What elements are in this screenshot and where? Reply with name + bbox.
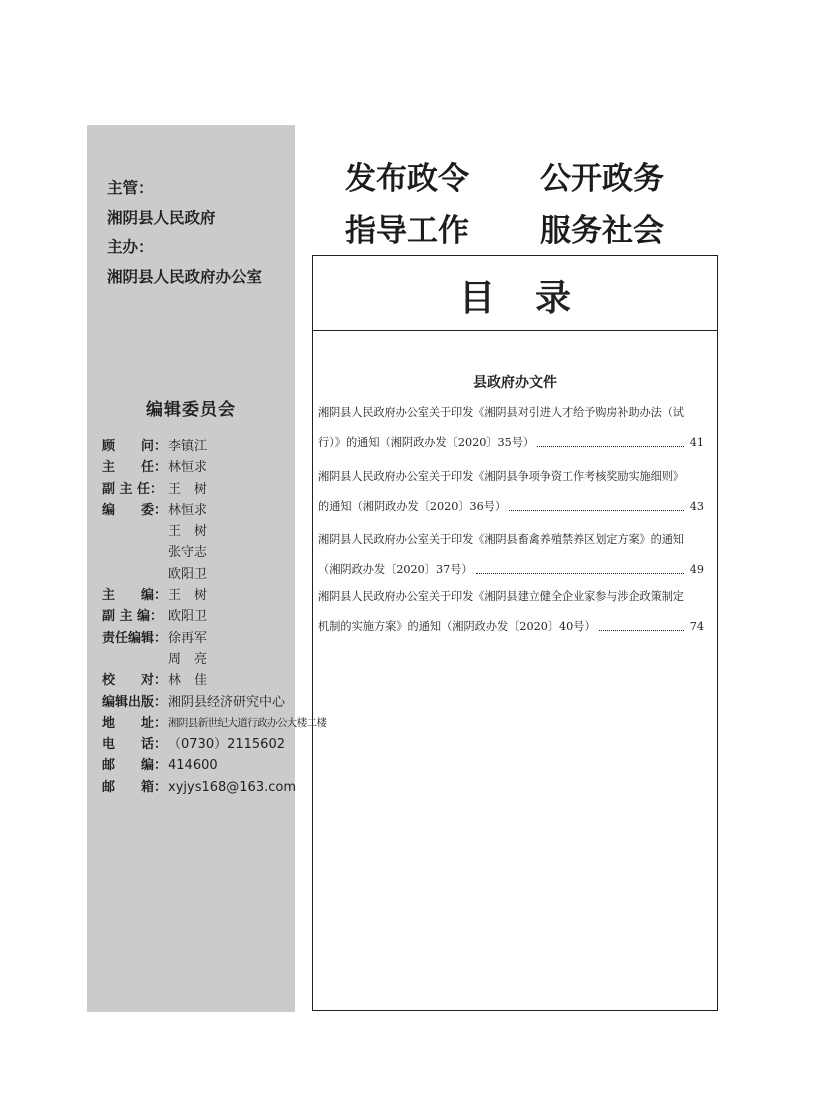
organizer-name: 湘阴县人民政府办公室 xyxy=(107,266,263,286)
board-row-label: 主 任： xyxy=(102,460,168,476)
slogan-text: 指导工作 xyxy=(345,213,469,249)
supervisor-label: 主管： xyxy=(107,178,154,197)
toc-entry-tail: （湘阴政办发〔2020〕37号） xyxy=(318,563,473,576)
board-row xyxy=(102,564,292,585)
toc-section-title: 县政府办文件 xyxy=(473,375,557,391)
editorial-board-list xyxy=(102,436,327,798)
board-row-value: 周 亮 xyxy=(168,651,208,667)
board-row-value: 欧阳卫 xyxy=(168,609,208,625)
board-row-value: xyjys168@163.com xyxy=(168,779,296,795)
toc-page-number: 49 xyxy=(689,563,704,576)
board-row-value: 李镇江 xyxy=(168,439,208,454)
toc-entry-line xyxy=(318,492,712,522)
board-row-label: 电 话： xyxy=(102,737,168,753)
board-row xyxy=(102,734,292,755)
board-row-value: 欧阳卫 xyxy=(168,566,208,582)
slogan-text: 公开政务 xyxy=(540,161,664,197)
board-row-value: （0730）2115602 xyxy=(168,737,285,753)
dot-leader xyxy=(537,446,684,447)
board-row xyxy=(102,692,292,713)
toc-entry-line: 湘阴县人民政府办公室关于印发《湘阴县畜禽养殖禁养区划定方案》的通知 xyxy=(318,533,684,546)
board-row xyxy=(102,713,327,734)
toc-entry-tail: 行）》的通知（湘阴政办发〔2020〕35号） xyxy=(318,436,535,449)
toc-entry-line xyxy=(318,428,712,458)
toc-page-number: 41 xyxy=(689,436,704,449)
toc-entry-line: 湘阴县人民政府办公室关于印发《湘阴县建立健全企业家参与涉企政策制定 xyxy=(318,590,684,603)
board-row xyxy=(102,585,292,606)
toc-entry-tail: 机制的实施方案》的通知（湘阴政办发〔2020〕40号） xyxy=(318,620,596,633)
toc-body-box xyxy=(312,330,718,1011)
board-row-label: 编辑出版： xyxy=(102,694,168,710)
board-row-value: 林恒求 xyxy=(168,460,208,476)
organizer-label: 主办： xyxy=(107,237,154,256)
board-row-label: 主 编： xyxy=(102,588,168,604)
board-row xyxy=(102,457,292,478)
board-row-value: 王 树 xyxy=(168,588,208,604)
board-row-value: 湘阴县新世纪大道行政办公大楼二楼 xyxy=(168,716,327,729)
board-row-label: 副 主 任： xyxy=(102,481,164,497)
supervisor-name: 湘阴县人民政府 xyxy=(107,207,216,227)
dot-leader xyxy=(476,573,684,574)
dot-leader xyxy=(509,510,684,511)
toc-page-number: 43 xyxy=(689,500,704,513)
board-row xyxy=(102,606,292,627)
slogan-text: 服务社会 xyxy=(540,213,664,249)
board-row-label: 地 址： xyxy=(102,715,168,731)
sponsor-block xyxy=(107,173,292,291)
board-row xyxy=(102,649,292,670)
board-row-value: 林恒求 xyxy=(168,502,208,518)
board-row-value: 张守志 xyxy=(168,545,208,561)
board-row xyxy=(102,521,292,542)
board-row xyxy=(102,436,292,457)
board-row-value: 徐再军 xyxy=(168,630,208,646)
toc-title: 目录 xyxy=(458,277,611,319)
board-row-value: 王 树 xyxy=(168,481,208,497)
board-row-label: 编 委： xyxy=(102,502,168,518)
sidebar-panel xyxy=(87,125,327,1012)
toc-entry[interactable] xyxy=(318,398,712,458)
board-row-label: 邮 箱： xyxy=(102,779,168,795)
slogan-row-1 xyxy=(345,153,705,197)
toc-header-box xyxy=(312,255,718,331)
editorial-board-title: 编辑委员会 xyxy=(146,400,236,420)
toc-entry-line: 湘阴县人民政府办公室关于印发《湘阴县争项争资工作考核奖励实施细则》 xyxy=(318,470,684,483)
board-row xyxy=(102,628,292,649)
board-row xyxy=(102,755,292,776)
slogan-text: 发布政令 xyxy=(345,161,469,197)
board-row-label: 顾 问： xyxy=(102,439,168,454)
board-row xyxy=(102,500,292,521)
board-row-value: 王 树 xyxy=(168,524,208,540)
toc-entry-tail: 的通知（湘阴政办发〔2020〕36号） xyxy=(318,500,507,513)
toc-page-number: 74 xyxy=(689,620,704,633)
toc-entry[interactable] xyxy=(318,525,712,585)
board-row xyxy=(102,670,292,691)
board-row-value: 414600 xyxy=(168,758,218,774)
board-row xyxy=(102,777,296,798)
toc-entry-line xyxy=(318,555,712,585)
dot-leader xyxy=(599,630,684,631)
board-row xyxy=(102,479,292,500)
board-row-value: 湘阴县经济研究中心 xyxy=(168,694,286,710)
slogan-row-2 xyxy=(345,205,705,249)
board-row-label: 校 对： xyxy=(102,673,168,689)
board-row xyxy=(102,542,292,563)
toc-entry-line: 湘阴县人民政府办公室关于印发《湘阴县对引进人才给予购房补助办法（试 xyxy=(318,406,684,419)
toc-entry[interactable] xyxy=(318,462,712,522)
toc-entry-line xyxy=(318,612,712,642)
board-row-label: 邮 编： xyxy=(102,758,168,774)
board-row-label: 副 主 编： xyxy=(102,609,164,625)
board-row-label: 责任编辑： xyxy=(102,630,168,646)
toc-entry[interactable] xyxy=(318,582,712,642)
board-row-value: 林 佳 xyxy=(168,673,208,689)
